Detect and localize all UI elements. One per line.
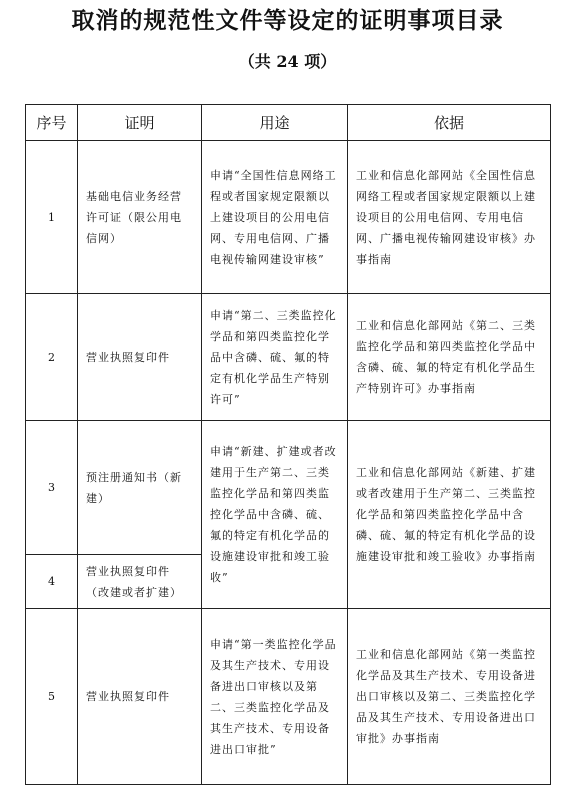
row-basis: 工业和信息化部网站《全国性信息网络工程或者国家规定限额以上建设项目的公用电信网、专用电信网、广播电视传输网建设审核》办事指南 <box>348 141 551 294</box>
row-basis: 工业和信息化部网站《新建、扩建或者改建用于生产第二、三类监控化学品和第四类监控化学品中含磷、硫、氟的特定有机化学品的设施建设审批和竣工验收》办事指南 <box>348 421 551 609</box>
row-certificate: 基础电信业务经营许可证（限公用电信网） <box>78 141 202 294</box>
row-certificate: 营业执照复印件（改建或者扩建） <box>78 555 202 609</box>
header-seq: 序号 <box>26 105 78 141</box>
row-certificate: 营业执照复印件 <box>78 609 202 785</box>
table-header-row <box>26 105 551 141</box>
row-use: 申请“第二、三类监控化学品和第四类监控化学品中含磷、硫、氟的特定有机化学品生产特别许可” <box>202 294 348 421</box>
page-title: 取消的规范性文件等设定的证明事项目录 <box>71 7 504 34</box>
header-basis: 依据 <box>348 105 551 141</box>
row-number: 5 <box>26 609 78 785</box>
row-use: 申请“全国性信息网络工程或者国家规定限额以上建设项目的公用电信网、专用电信网、广播电视传输网建设审核” <box>202 141 348 294</box>
table-row <box>26 609 551 785</box>
row-basis: 工业和信息化部网站《第二、三类监控化学品和第四类监控化学品中含磷、硫、氟的特定有机化学品生产特别许可》办事指南 <box>348 294 551 421</box>
row-number: 4 <box>26 555 78 609</box>
row-use: 申请“第一类监控化学品及其生产技术、专用设备进出口审核以及第二、三类监控化学品及其生产技术、专用设备进出口审批” <box>202 609 348 785</box>
row-basis: 工业和信息化部网站《第一类监控化学品及其生产技术、专用设备进出口审核以及第二、三类监控化学品及其生产技术、专用设备进出口审批》办事指南 <box>348 609 551 785</box>
table-row <box>26 141 551 294</box>
table-row <box>26 421 551 555</box>
certificate-table <box>25 104 551 785</box>
row-number: 1 <box>26 141 78 294</box>
row-number: 2 <box>26 294 78 421</box>
header-use: 用途 <box>202 105 348 141</box>
page-subtitle: （共 24 项） <box>238 52 337 71</box>
row-certificate: 预注册通知书（新建） <box>78 421 202 555</box>
table-row <box>26 294 551 421</box>
header-cert: 证明 <box>78 105 202 141</box>
row-use: 申请“新建、扩建或者改建用于生产第二、三类监控化学品和第四类监控化学品中含磷、硫、氟的特定有机化学品的设施建设审批和竣工验收” <box>202 421 348 609</box>
row-number: 3 <box>26 421 78 555</box>
row-certificate: 营业执照复印件 <box>78 294 202 421</box>
